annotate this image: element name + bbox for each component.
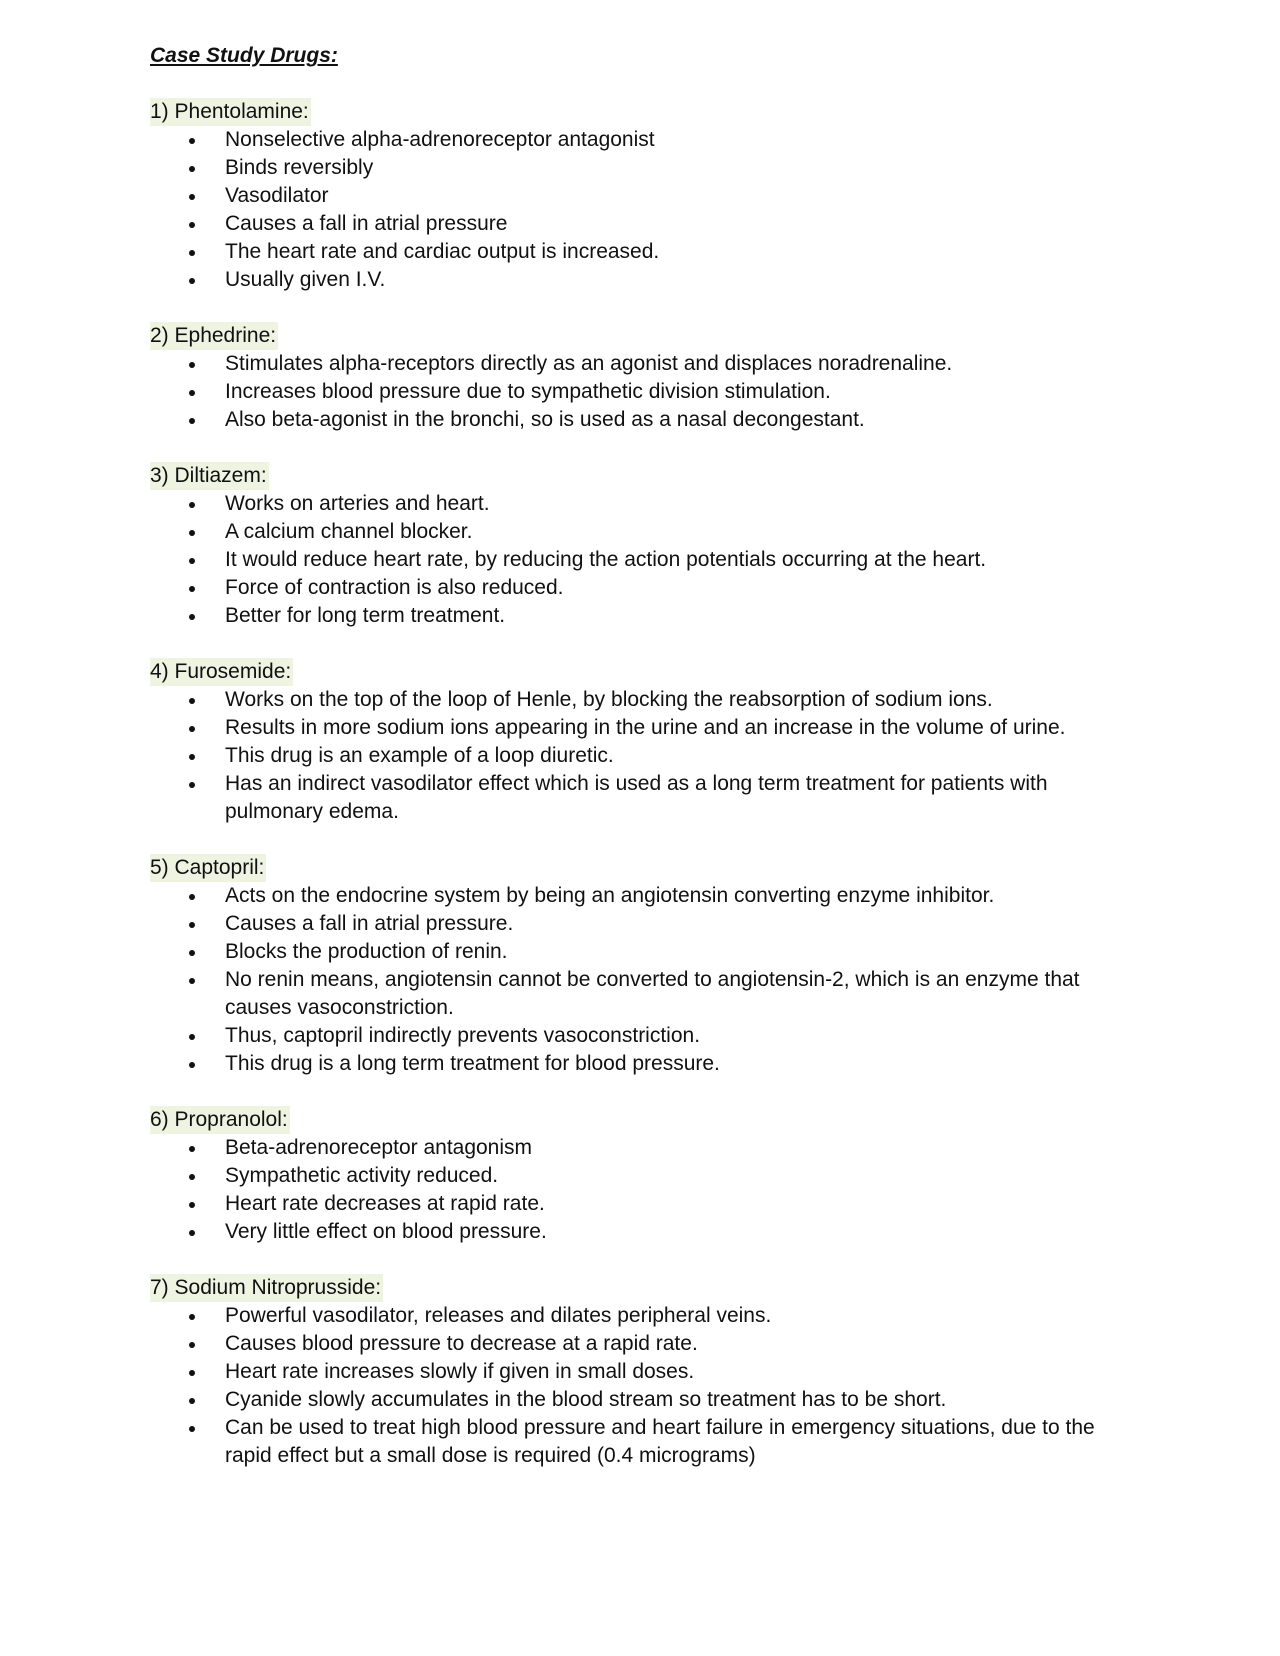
bullet-item: Works on arteries and heart. <box>150 490 1110 518</box>
bullet-item: Also beta-agonist in the bronchi, so is used as a nasal decongestant. <box>150 406 1110 434</box>
bullet-item: Increases blood pressure due to sympathetic division stimulation. <box>150 378 1110 406</box>
bullet-item: Sympathetic activity reduced. <box>150 1162 1110 1190</box>
drug-section-furosemide <box>150 658 1110 826</box>
bullet-item: Causes a fall in atrial pressure <box>150 210 1110 238</box>
bullet-item: Heart rate decreases at rapid rate. <box>150 1190 1110 1218</box>
section-heading: 3) Diltiazem: <box>150 462 269 490</box>
bullet-item: A calcium channel blocker. <box>150 518 1110 546</box>
bullet-item: Results in more sodium ions appearing in the urine and an increase in the volume of urine. <box>150 714 1110 742</box>
drug-section-captopril <box>150 854 1110 1078</box>
drug-section-diltiazem <box>150 462 1110 630</box>
bullet-item: Blocks the production of renin. <box>150 938 1110 966</box>
drug-section-sodium-nitroprusside <box>150 1274 1110 1470</box>
page-title: Case Study Drugs: <box>150 44 338 67</box>
bullet-item: Powerful vasodilator, releases and dilates peripheral veins. <box>150 1302 1110 1330</box>
bullet-item: Acts on the endocrine system by being an angiotensin converting enzyme inhibitor. <box>150 882 1110 910</box>
bullet-item: This drug is a long term treatment for blood pressure. <box>150 1050 1110 1078</box>
section-heading: 6) Propranolol: <box>150 1106 290 1134</box>
bullet-item: The heart rate and cardiac output is increased. <box>150 238 1110 266</box>
bullet-item: Very little effect on blood pressure. <box>150 1218 1110 1246</box>
section-heading: 2) Ephedrine: <box>150 322 278 350</box>
bullet-item: Cyanide slowly accumulates in the blood stream so treatment has to be short. <box>150 1386 1110 1414</box>
bullet-item: Stimulates alpha-receptors directly as an agonist and displaces noradrenaline. <box>150 350 1110 378</box>
bullet-item: Has an indirect vasodilator effect which is used as a long term treatment for patients with pulmonary edema. <box>150 770 1110 826</box>
bullet-item: No renin means, angiotensin cannot be converted to angiotensin-2, which is an enzyme that causes vasoconstriction. <box>150 966 1110 1022</box>
bullet-list <box>150 350 1110 434</box>
section-heading: 1) Phentolamine: <box>150 98 311 126</box>
bullet-item: Works on the top of the loop of Henle, by blocking the reabsorption of sodium ions. <box>150 686 1110 714</box>
bullet-item: Usually given I.V. <box>150 266 1110 294</box>
section-heading: 5) Captopril: <box>150 854 266 882</box>
document-page <box>150 42 1110 1498</box>
bullet-item: Can be used to treat high blood pressure and heart failure in emergency situations, due to the rapid effect but a small dose is required (0.4 micrograms) <box>150 1414 1110 1470</box>
bullet-list <box>150 1134 1110 1246</box>
drug-section-phentolamine <box>150 98 1110 294</box>
bullet-item: Nonselective alpha-adrenoreceptor antagonist <box>150 126 1110 154</box>
bullet-list <box>150 126 1110 294</box>
bullet-item: This drug is an example of a loop diuretic. <box>150 742 1110 770</box>
section-heading: 4) Furosemide: <box>150 658 293 686</box>
bullet-item: Causes blood pressure to decrease at a rapid rate. <box>150 1330 1110 1358</box>
bullet-item: Heart rate increases slowly if given in small doses. <box>150 1358 1110 1386</box>
bullet-item: Causes a fall in atrial pressure. <box>150 910 1110 938</box>
drug-section-ephedrine <box>150 322 1110 434</box>
bullet-list <box>150 686 1110 826</box>
bullet-list <box>150 1302 1110 1470</box>
bullet-item: Vasodilator <box>150 182 1110 210</box>
bullet-item: Binds reversibly <box>150 154 1110 182</box>
bullet-item: It would reduce heart rate, by reducing the action potentials occurring at the heart. <box>150 546 1110 574</box>
bullet-item: Thus, captopril indirectly prevents vasoconstriction. <box>150 1022 1110 1050</box>
bullet-item: Better for long term treatment. <box>150 602 1110 630</box>
bullet-item: Beta-adrenoreceptor antagonism <box>150 1134 1110 1162</box>
bullet-item: Force of contraction is also reduced. <box>150 574 1110 602</box>
bullet-list <box>150 882 1110 1078</box>
bullet-list <box>150 490 1110 630</box>
drug-section-propranolol <box>150 1106 1110 1246</box>
section-heading: 7) Sodium Nitroprusside: <box>150 1274 383 1302</box>
